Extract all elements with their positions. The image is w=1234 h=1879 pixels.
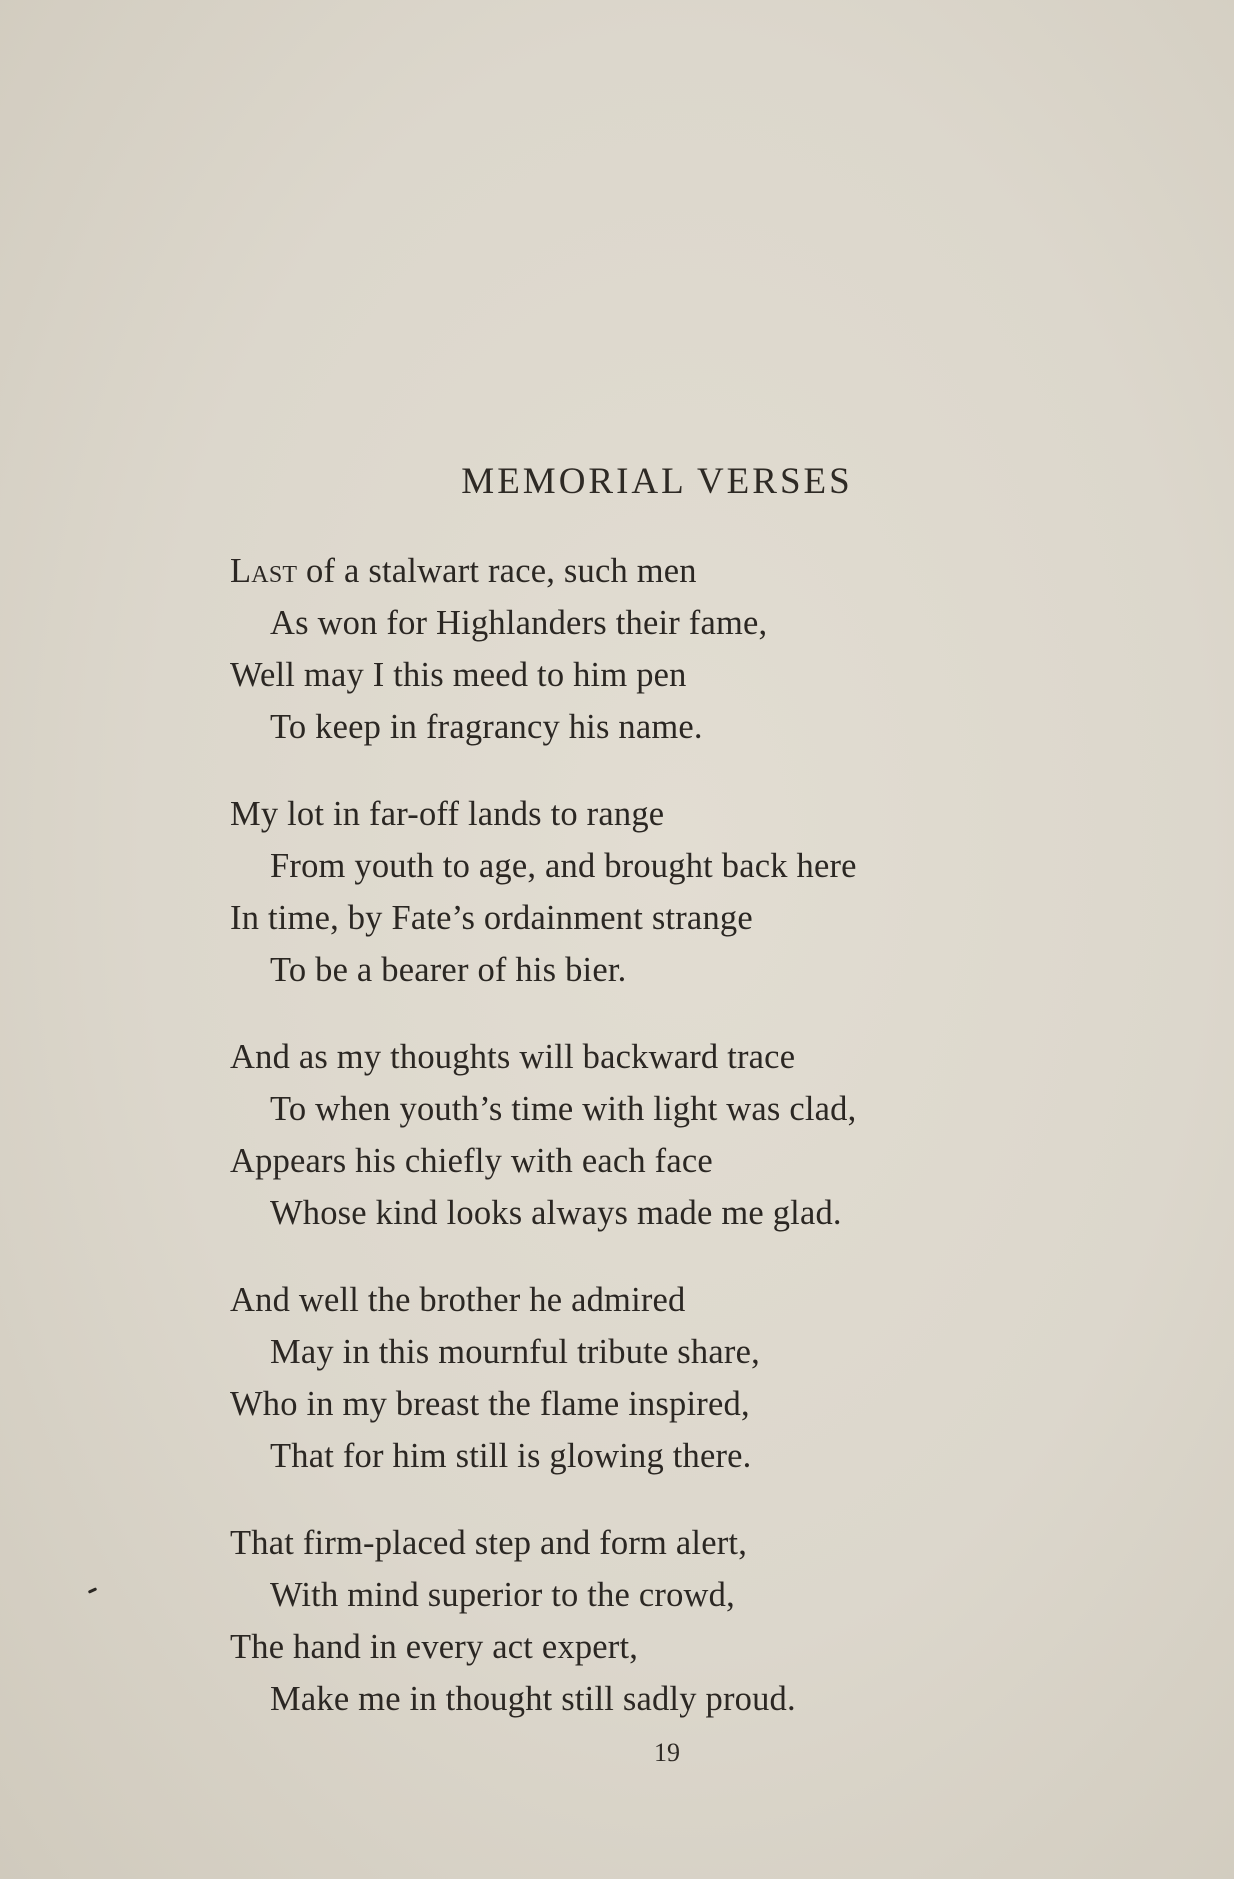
stanza-4 — [230, 1274, 1130, 1482]
poem-line: In time, by Fate’s ordainment strange — [230, 899, 753, 937]
poem-title: MEMORIAL VERSES — [461, 461, 853, 502]
stanza-5 — [230, 1517, 1130, 1725]
poem-line: And as my thoughts will backward trace — [230, 1038, 796, 1076]
poem-line: To when youth’s time with light was clad, — [270, 1090, 857, 1128]
poem-line — [230, 545, 1130, 597]
poem-line: Appears his chiefly with each face — [230, 1142, 713, 1180]
poem-line: May in this mournful tribute share, — [270, 1333, 760, 1371]
poem-line: My lot in far-off lands to range — [230, 795, 665, 833]
poem-line: To be a bearer of his bier. — [270, 951, 627, 989]
poem-body — [230, 545, 1130, 1760]
drop-word-initial: L — [230, 552, 252, 590]
poem-line: From youth to age, and brought back here — [270, 847, 857, 885]
poem-line: To keep in fragrancy his name. — [270, 708, 703, 746]
poem-line: That for him still is glowing there. — [270, 1437, 752, 1475]
stanza-2 — [230, 788, 1130, 996]
poem-line: Whose kind looks always made me glad. — [270, 1194, 842, 1232]
poem-line: That firm-placed step and form alert, — [230, 1524, 748, 1562]
poem-line: Who in my breast the flame inspired, — [230, 1385, 750, 1423]
stanza-3 — [230, 1031, 1130, 1239]
page-number: 19 — [654, 1738, 680, 1767]
poem-line: As won for Highlanders their fame, — [270, 604, 768, 642]
poem-line: Well may I this meed to him pen — [230, 656, 687, 694]
drop-word-small-caps: ast — [251, 552, 298, 590]
poem-line: With mind superior to the crowd, — [270, 1576, 735, 1614]
poem-line: The hand in every act expert, — [230, 1628, 639, 1666]
first-line-rest: of a stalwart race, such men — [297, 552, 697, 590]
ink-speck — [88, 1587, 97, 1594]
poem-line: Make me in thought still sadly proud. — [270, 1680, 796, 1718]
poem-line: And well the brother he admired — [230, 1281, 686, 1319]
stanza-1 — [230, 545, 1130, 753]
